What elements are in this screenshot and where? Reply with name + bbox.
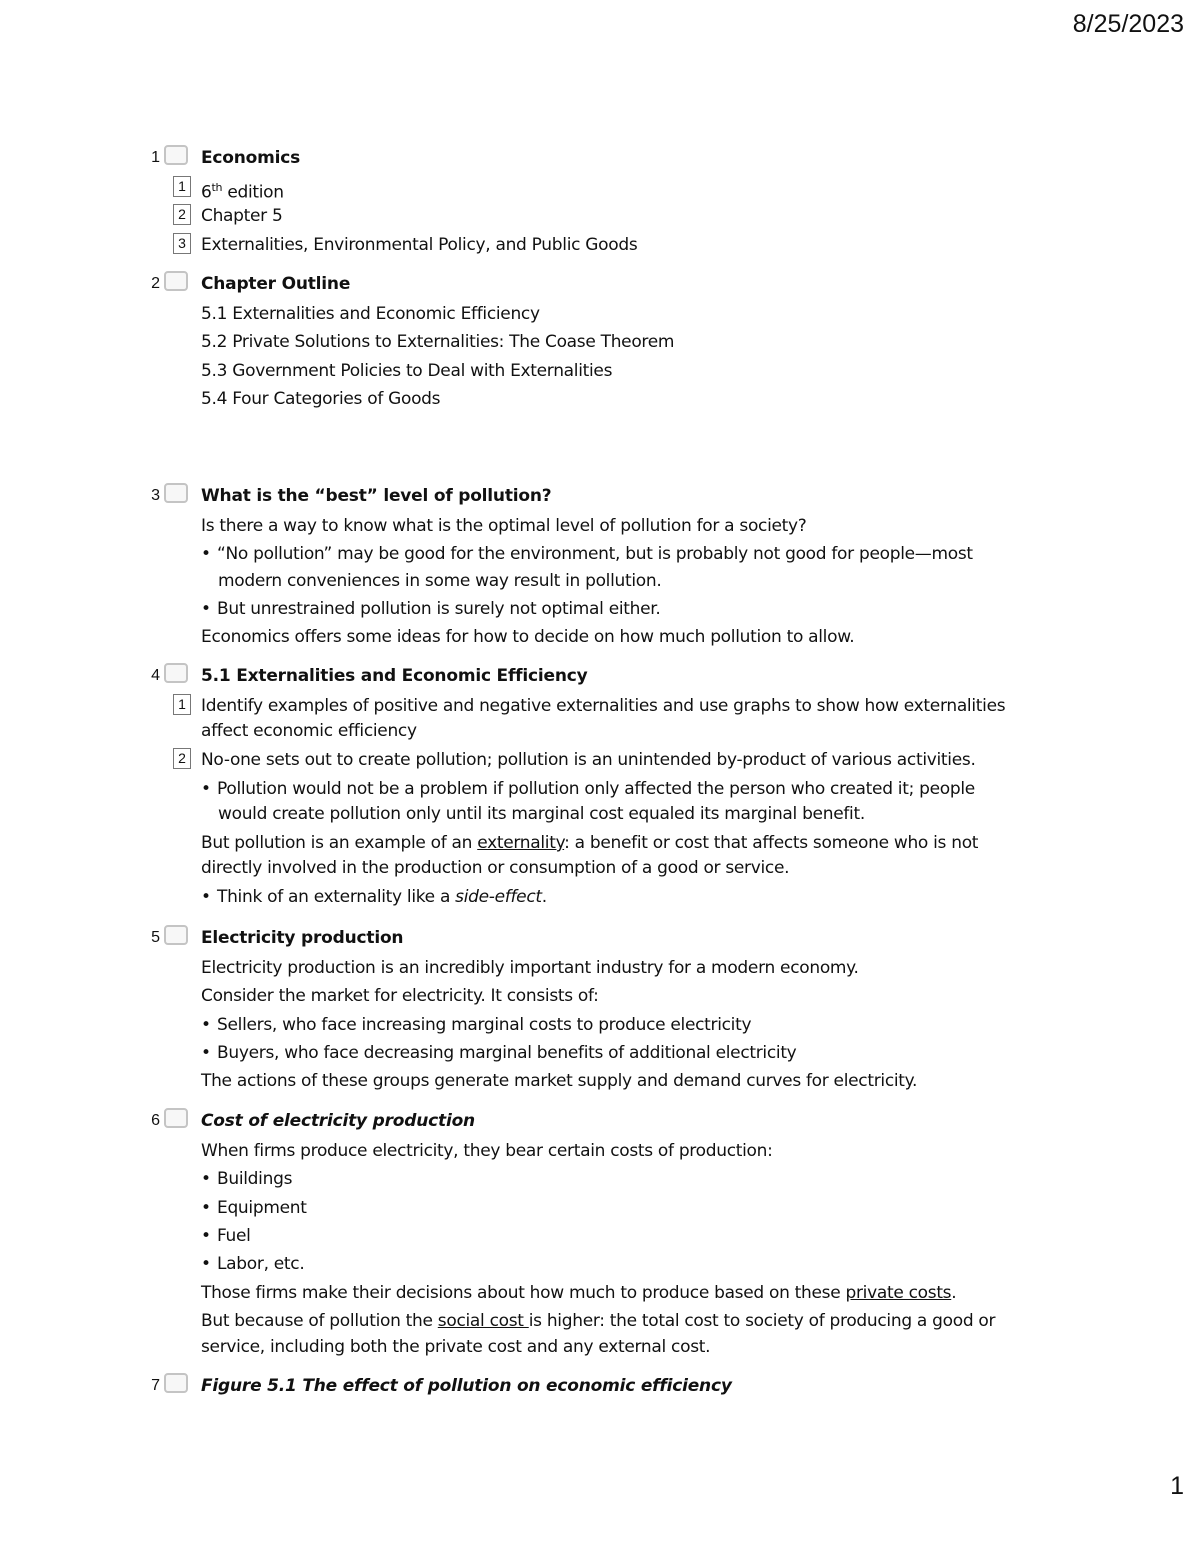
slide-title: Figure 5.1 The effect of pollution on economic efficiency bbox=[201, 1376, 732, 1396]
slide-title: Chapter Outline bbox=[201, 274, 351, 294]
slide-thumbnail-checkbox[interactable] bbox=[164, 1373, 188, 1393]
bullet-item: • Labor, etc. bbox=[201, 1254, 305, 1274]
bullet-item: • Buyers, who face decreasing marginal benefits of additional electricity bbox=[201, 1043, 797, 1063]
body-text: But pollution is an example of an externality: a benefit or cost that affects someone who is not bbox=[201, 833, 979, 853]
slide-title: Electricity production bbox=[201, 928, 404, 948]
bullet-item: • Fuel bbox=[201, 1226, 251, 1246]
item-number: 1 bbox=[173, 176, 191, 197]
item-number: 2 bbox=[173, 204, 191, 225]
list-item: Identify examples of positive and negative externalities and use graphs to show how externalities bbox=[201, 696, 1006, 716]
slide-thumbnail-checkbox[interactable] bbox=[164, 145, 188, 165]
list-item-continuation: affect economic efficiency bbox=[201, 721, 417, 741]
list-item: Chapter 5 bbox=[201, 206, 283, 226]
body-text: When firms produce electricity, they bear certain costs of production: bbox=[201, 1141, 773, 1161]
term-social-cost: social cost bbox=[437, 1311, 529, 1331]
slide-number: 6 bbox=[151, 1112, 160, 1129]
outline-item: 5.4 Four Categories of Goods bbox=[201, 389, 441, 409]
body-text: But because of pollution the social cost is higher: the total cost to society of producing a good or bbox=[201, 1311, 996, 1331]
slide-thumbnail-checkbox[interactable] bbox=[164, 1108, 188, 1128]
item-number: 3 bbox=[173, 233, 191, 254]
slide-number: 7 bbox=[151, 1377, 160, 1394]
slide-title: 5.1 Externalities and Economic Efficiency bbox=[201, 666, 588, 686]
list-item: 6th edition bbox=[201, 181, 284, 203]
list-item: No-one sets out to create pollution; pollution is an unintended by-product of various activities. bbox=[201, 750, 976, 770]
slide-number: 3 bbox=[151, 487, 160, 504]
bullet-item: • Equipment bbox=[201, 1198, 307, 1218]
slide-number: 4 bbox=[151, 667, 160, 684]
term-externality: externality bbox=[477, 833, 565, 853]
body-text: Economics offers some ideas for how to decide on how much pollution to allow. bbox=[201, 627, 855, 647]
outline-item: 5.1 Externalities and Economic Efficiency bbox=[201, 304, 540, 324]
page-date: 8/25/2023 bbox=[1072, 10, 1184, 38]
bullet-continuation: modern conveniences in some way result in pollution. bbox=[218, 571, 662, 591]
slide-title: What is the “best” level of pollution? bbox=[201, 486, 552, 506]
bullet-item: • Sellers, who face increasing marginal costs to produce electricity bbox=[201, 1015, 752, 1035]
body-text: Is there a way to know what is the optimal level of pollution for a society? bbox=[201, 516, 807, 536]
slide-number: 1 bbox=[151, 149, 160, 166]
list-item: Externalities, Environmental Policy, and Public Goods bbox=[201, 235, 638, 255]
slide-title: Economics bbox=[201, 148, 301, 168]
slide-number: 5 bbox=[151, 929, 160, 946]
body-text: Those firms make their decisions about how much to produce based on these private costs. bbox=[201, 1283, 957, 1303]
body-text: Consider the market for electricity. It consists of: bbox=[201, 986, 599, 1006]
page-number: 1 bbox=[1170, 1472, 1184, 1500]
body-text: Electricity production is an incredibly important industry for a modern economy. bbox=[201, 958, 859, 978]
outline-item: 5.2 Private Solutions to Externalities: The Coase Theorem bbox=[201, 332, 675, 352]
bullet-item: • Think of an externality like a side-effect. bbox=[201, 887, 547, 907]
item-number: 2 bbox=[173, 748, 191, 769]
outline-item: 5.3 Government Policies to Deal with Externalities bbox=[201, 361, 613, 381]
slide-thumbnail-checkbox[interactable] bbox=[164, 271, 188, 291]
bullet-item: • Pollution would not be a problem if pollution only affected the person who created it; people bbox=[201, 779, 975, 799]
bullet-item: • “No pollution” may be good for the environment, but is probably not good for people—most bbox=[201, 544, 973, 564]
slide-thumbnail-checkbox[interactable] bbox=[164, 663, 188, 683]
slide-thumbnail-checkbox[interactable] bbox=[164, 925, 188, 945]
item-number: 1 bbox=[173, 694, 191, 715]
bullet-item: • But unrestrained pollution is surely not optimal either. bbox=[201, 599, 661, 619]
slide-number: 2 bbox=[151, 275, 160, 292]
bullet-item: • Buildings bbox=[201, 1169, 293, 1189]
body-text-continuation: service, including both the private cost and any external cost. bbox=[201, 1337, 711, 1357]
slide-thumbnail-checkbox[interactable] bbox=[164, 483, 188, 503]
slide-title: Cost of electricity production bbox=[201, 1111, 475, 1131]
body-text: The actions of these groups generate market supply and demand curves for electricity. bbox=[201, 1071, 918, 1091]
body-text-continuation: directly involved in the production or consumption of a good or service. bbox=[201, 858, 790, 878]
bullet-continuation: would create pollution only until its marginal cost equaled its marginal benefit. bbox=[218, 804, 865, 824]
term-private-costs: private costs bbox=[845, 1283, 952, 1303]
